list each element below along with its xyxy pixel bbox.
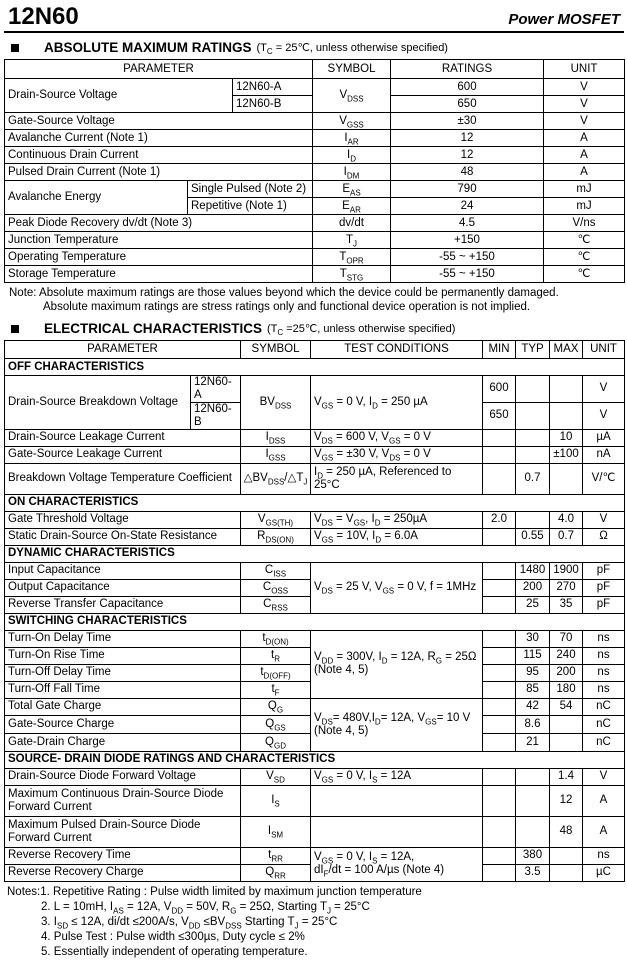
- unit-cell: pF: [583, 562, 625, 579]
- cond-line: $V_{GS} = 0$ V, $I_S = 12A$,: [314, 851, 415, 866]
- doc-header: [4, 2, 624, 33]
- table-row: [5, 266, 625, 283]
- rating-cell: 790: [391, 181, 544, 198]
- symbol-cell: $T_{STG}$: [313, 266, 391, 283]
- table-row: [5, 847, 625, 864]
- variant-cell: 12N60-A: [233, 79, 313, 96]
- param-cell: Avalanche Energy: [5, 181, 188, 215]
- min-cell: [483, 446, 516, 463]
- unit-cell: µA: [583, 429, 625, 446]
- table-row: [5, 147, 625, 164]
- symbol-cell: $V_{GSS}$: [313, 113, 391, 130]
- max-cell: 70: [550, 630, 583, 647]
- unit-cell: V: [583, 376, 625, 403]
- rating-cell: 650: [391, 96, 544, 113]
- typ-cell: 200: [516, 579, 550, 596]
- cond-cell: [311, 630, 483, 698]
- typ-cell: [516, 446, 550, 463]
- min-cell: [483, 596, 516, 613]
- unit-cell: V: [544, 96, 625, 113]
- ec-table: [4, 340, 625, 882]
- unit-cell: A: [583, 816, 625, 847]
- cond-cell: [311, 847, 483, 881]
- symbol-cell: $Q_{RR}$: [241, 864, 311, 881]
- amr-heading-note: ($T_C$ = 25℃, unless otherwise specified): [256, 42, 448, 57]
- param-cell: Storage Temperature: [5, 266, 313, 283]
- param-cell: Reverse Recovery Charge: [5, 864, 241, 881]
- rating-cell: 12: [391, 130, 544, 147]
- unit-cell: V: [583, 768, 625, 785]
- cond-line: (Note 4, 5): [314, 664, 369, 676]
- unit-cell: V/ns: [544, 215, 625, 232]
- col-header-parameter: PARAMETER: [5, 341, 241, 359]
- param-cell: Avalanche Current (Note 1): [5, 130, 313, 147]
- min-cell: [483, 579, 516, 596]
- symbol-cell: $t_{RR}$: [241, 847, 311, 864]
- unit-cell: V: [544, 79, 625, 96]
- param-cell: Input Capacitance: [5, 562, 241, 579]
- unit-cell: A: [544, 147, 625, 164]
- unit-cell: V: [583, 511, 625, 528]
- typ-cell: [516, 402, 550, 429]
- max-cell: [550, 402, 583, 429]
- unit-cell: pF: [583, 579, 625, 596]
- table-row: [5, 130, 625, 147]
- param-cell: Drain-Source Breakdown Voltage: [5, 376, 191, 430]
- table-row: [5, 463, 625, 494]
- table-row: [5, 630, 625, 647]
- cond-line: $V_{DS}= 480V,I_D= 12A$, $V_{GS}= 10$ V: [314, 711, 471, 726]
- table-row: [5, 562, 625, 579]
- symbol-cell: $I_{AR}$: [313, 130, 391, 147]
- max-cell: 1900: [550, 562, 583, 579]
- min-cell: 600: [483, 376, 516, 403]
- typ-cell: 21: [516, 733, 550, 751]
- param-cell: Gate-Source Charge: [5, 715, 241, 733]
- param-cell: Reverse Transfer Capacitance: [5, 596, 241, 613]
- typ-cell: [516, 768, 550, 785]
- footnotes: [7, 885, 624, 960]
- table-row: [5, 429, 625, 446]
- typ-cell: [516, 376, 550, 403]
- section-row: [5, 545, 625, 562]
- max-cell: 35: [550, 596, 583, 613]
- table-row: [5, 79, 625, 96]
- table-row: [5, 768, 625, 785]
- cond-line: $V_{DD} = 300V$, $I_D = 12A$, $R_G = 25\Omega$: [314, 651, 477, 666]
- amr-heading-title: ABSOLUTE MAXIMUM RATINGS: [44, 40, 252, 55]
- symbol-cell: $C_{RSS}$: [241, 596, 311, 613]
- max-cell: 48: [550, 816, 583, 847]
- section-row: [5, 359, 625, 376]
- table-row: [5, 113, 625, 130]
- rating-cell: 4.5: [391, 215, 544, 232]
- rating-cell: +150: [391, 232, 544, 249]
- symbol-cell: $E_{AR}$: [313, 198, 391, 215]
- table-row: [5, 376, 625, 403]
- cond-cell: $V_{GS} = 10V$, $I_D = 6.0A$: [311, 528, 483, 545]
- symbol-cell: $Q_{GD}$: [241, 733, 311, 751]
- min-cell: [483, 768, 516, 785]
- symbol-cell: $C_{ISS}$: [241, 562, 311, 579]
- max-cell: 10: [550, 429, 583, 446]
- amr-note-line2: Absolute maximum ratings are stress ratings only and functional device operation is not implied.: [43, 301, 531, 313]
- min-cell: [483, 698, 516, 715]
- table-row: [5, 181, 625, 198]
- min-cell: [483, 429, 516, 446]
- typ-cell: 85: [516, 681, 550, 698]
- typ-cell: 380: [516, 847, 550, 864]
- unit-cell: V: [544, 113, 625, 130]
- param-cell: Drain-Source Leakage Current: [5, 429, 241, 446]
- table-row: [5, 446, 625, 463]
- symbol-cell: $I_{GSS}$: [241, 446, 311, 463]
- table-row: [5, 698, 625, 715]
- min-cell: [483, 664, 516, 681]
- square-bullet-icon: [11, 325, 19, 333]
- symbol-cell: $BV_{DSS}$: [241, 376, 311, 430]
- table-row: [5, 511, 625, 528]
- section-title: DYNAMIC CHARACTERISTICS: [5, 545, 625, 562]
- section-row: [5, 494, 625, 511]
- max-cell: [550, 847, 583, 864]
- amr-table: [4, 59, 625, 283]
- typ-cell: [516, 785, 550, 816]
- param-cell: Gate Threshold Voltage: [5, 511, 241, 528]
- note-line-1: Notes:1. Repetitive Rating : Pulse width limited by maximum junction temperature: [7, 885, 422, 898]
- min-cell: [483, 864, 516, 881]
- max-cell: 0.7: [550, 528, 583, 545]
- param-cell: Gate-Source Leakage Current: [5, 446, 241, 463]
- min-cell: [483, 816, 516, 847]
- rating-cell: 24: [391, 198, 544, 215]
- symbol-cell: $V_{DSS}$: [313, 79, 391, 113]
- symbol-cell: $I_{DSS}$: [241, 429, 311, 446]
- typ-cell: 115: [516, 647, 550, 664]
- param-cell: Continuous Drain Current: [5, 147, 313, 164]
- unit-cell: nC: [583, 715, 625, 733]
- rating-cell: 48: [391, 164, 544, 181]
- cond-cell: $V_{GS} = 0$ V, $I_S = 12A$: [311, 768, 483, 785]
- cond-cell: [311, 785, 483, 816]
- unit-cell: nA: [583, 446, 625, 463]
- rating-cell: 12: [391, 147, 544, 164]
- symbol-cell: $I_{DM}$: [313, 164, 391, 181]
- min-cell: [483, 715, 516, 733]
- unit-cell: mJ: [544, 181, 625, 198]
- unit-cell: ns: [583, 647, 625, 664]
- min-cell: 2.0: [483, 511, 516, 528]
- symbol-cell: $T_{OPR}$: [313, 249, 391, 266]
- note-line-4: 4. Pulse Test : Pulse width ≤300µs, Duty cycle ≤ 2%: [41, 930, 305, 943]
- param-cell: Turn-On Delay Time: [5, 630, 241, 647]
- symbol-cell: $I_{SM}$: [241, 816, 311, 847]
- col-header-unit: UNIT: [583, 341, 625, 359]
- param-cell: Maximum Pulsed Drain-Source Diode Forward Current: [5, 816, 241, 847]
- col-header-typ: TYP: [516, 341, 550, 359]
- variant-cell: 12N60-B: [191, 402, 241, 429]
- section-row: [5, 751, 625, 768]
- typ-cell: 30: [516, 630, 550, 647]
- ec-heading: [11, 321, 624, 336]
- note-line-2: 2. L = 10mH, $I_{AS} = 12A$, $V_{DD} = 50V$, $R_G = 25\Omega$, Starting $T_J = 25^\circ C$: [41, 900, 370, 915]
- min-cell: [483, 630, 516, 647]
- param-cell: Total Gate Charge: [5, 698, 241, 715]
- symbol-cell: $t_R$: [241, 647, 311, 664]
- min-cell: [483, 528, 516, 545]
- param-cell: Turn-Off Fall Time: [5, 681, 241, 698]
- symbol-cell: $Q_G$: [241, 698, 311, 715]
- typ-cell: 3.5: [516, 864, 550, 881]
- note-line-3: 3. $I_{SD} \le 12A$, di/dt ≤200A/s, $V_{DD} \le BV_{DSS}$ Starting $T_J = 25^\circ C$: [41, 915, 338, 930]
- param-cell: Pulsed Drain Current (Note 1): [5, 164, 313, 181]
- typ-cell: [516, 816, 550, 847]
- symbol-cell: $E_{AS}$: [313, 181, 391, 198]
- ec-header-row: [5, 341, 625, 359]
- rating-cell: ±30: [391, 113, 544, 130]
- cond-line: $dI_F/dt = 100$ A/µs (Note 4): [314, 864, 445, 879]
- ec-heading-title: ELECTRICAL CHARACTERISTICS: [44, 321, 263, 336]
- table-row: [5, 816, 625, 847]
- min-cell: [483, 463, 516, 494]
- param-cell: Junction Temperature: [5, 232, 313, 249]
- rating-cell: 600: [391, 79, 544, 96]
- symbol-cell: $t_{D(ON)}$: [241, 630, 311, 647]
- param-cell: Gate-Drain Charge: [5, 733, 241, 751]
- min-cell: [483, 847, 516, 864]
- symbol-cell: $Q_{GS}$: [241, 715, 311, 733]
- section-title: ON CHARACTERISTICS: [5, 494, 625, 511]
- table-row: [5, 249, 625, 266]
- table-row: [5, 164, 625, 181]
- max-cell: [550, 376, 583, 403]
- rating-cell: -55 ~ +150: [391, 266, 544, 283]
- cond-cell: $V_{DS} = 25$ V, $V_{GS} = 0$ V, f = 1MHz: [311, 562, 483, 613]
- param-cell: Turn-Off Delay Time: [5, 664, 241, 681]
- param-cell: Peak Diode Recovery dv/dt (Note 3): [5, 215, 313, 232]
- col-header-ratings: RATINGS: [391, 60, 544, 79]
- symbol-cell: $T_J$: [313, 232, 391, 249]
- amr-heading: [11, 40, 624, 55]
- col-header-max: MAX: [550, 341, 583, 359]
- unit-cell: ns: [583, 681, 625, 698]
- param-cell: Drain-Source Diode Forward Voltage: [5, 768, 241, 785]
- table-row: [5, 528, 625, 545]
- section-title: OFF CHARACTERISTICS: [5, 359, 625, 376]
- unit-cell: ℃: [544, 249, 625, 266]
- symbol-cell: $t_{D(OFF)}$: [241, 664, 311, 681]
- amr-header-row: [5, 60, 625, 79]
- symbol-cell: $t_F$: [241, 681, 311, 698]
- max-cell: 4.0: [550, 511, 583, 528]
- unit-cell: µC: [583, 864, 625, 881]
- symbol-cell: $V_{GS(TH)}$: [241, 511, 311, 528]
- param-cell: Operating Temperature: [5, 249, 313, 266]
- max-cell: [550, 463, 583, 494]
- max-cell: 54: [550, 698, 583, 715]
- typ-cell: [516, 429, 550, 446]
- variant-cell: 12N60-B: [233, 96, 313, 113]
- section-title: SWITCHING CHARACTERISTICS: [5, 613, 625, 630]
- unit-cell: pF: [583, 596, 625, 613]
- param-cell: Maximum Continuous Drain-Source Diode Forward Current: [5, 785, 241, 816]
- param-cell: Static Drain-Source On-State Resistance: [5, 528, 241, 545]
- unit-cell: V: [583, 402, 625, 429]
- cond-cell: [311, 698, 483, 751]
- unit-cell: V/℃: [583, 463, 625, 494]
- min-cell: [483, 681, 516, 698]
- col-header-parameter: PARAMETER: [5, 60, 313, 79]
- param-cell: Turn-On Rise Time: [5, 647, 241, 664]
- max-cell: 270: [550, 579, 583, 596]
- cond-cell: $I_D = 250$ µA, Referenced to 25°C: [311, 463, 483, 494]
- param-cell: Drain-Source Voltage: [5, 79, 233, 113]
- symbol-cell: $R_{DS(ON)}$: [241, 528, 311, 545]
- unit-cell: Ω: [583, 528, 625, 545]
- unit-cell: A: [544, 164, 625, 181]
- param-cell: Reverse Recovery Time: [5, 847, 241, 864]
- max-cell: ±100: [550, 446, 583, 463]
- mode-cell: Repetitive (Note 1): [188, 198, 313, 215]
- cond-cell: $V_{GS} = 0$ V, $I_D = 250$ µA: [311, 376, 483, 430]
- unit-cell: ℃: [544, 232, 625, 249]
- symbol-cell: $I_D$: [313, 147, 391, 164]
- min-cell: 650: [483, 402, 516, 429]
- cond-cell: $V_{DS} = V_{GS}$, $I_D = 250\mu A$: [311, 511, 483, 528]
- unit-cell: A: [583, 785, 625, 816]
- typ-cell: 25: [516, 596, 550, 613]
- part-number: 12N60: [8, 3, 79, 30]
- typ-cell: 95: [516, 664, 550, 681]
- product-type: Power MOSFET: [508, 11, 620, 28]
- max-cell: [550, 715, 583, 733]
- col-header-min: MIN: [483, 341, 516, 359]
- table-row: [5, 785, 625, 816]
- unit-cell: ℃: [544, 266, 625, 283]
- variant-cell: 12N60-A: [191, 376, 241, 403]
- col-header-unit: UNIT: [544, 60, 625, 79]
- typ-cell: 42: [516, 698, 550, 715]
- max-cell: [550, 864, 583, 881]
- col-header-conditions: TEST CONDITIONS: [311, 341, 483, 359]
- typ-cell: [516, 511, 550, 528]
- table-row: [5, 215, 625, 232]
- max-cell: 180: [550, 681, 583, 698]
- section-row: [5, 613, 625, 630]
- max-cell: 200: [550, 664, 583, 681]
- unit-cell: A: [544, 130, 625, 147]
- mode-cell: Single Pulsed (Note 2): [188, 181, 313, 198]
- cond-cell: $V_{GS} = \pm 30$ V, $V_{DS} = 0$ V: [311, 446, 483, 463]
- min-cell: [483, 733, 516, 751]
- cond-cell: $V_{DS} = 600$ V, $V_{GS} = 0$ V: [311, 429, 483, 446]
- unit-cell: nC: [583, 733, 625, 751]
- param-cell: Breakdown Voltage Temperature Coefficient: [5, 463, 241, 494]
- cond-cell: [311, 816, 483, 847]
- rating-cell: -55 ~ +150: [391, 249, 544, 266]
- symbol-cell: $C_{OSS}$: [241, 579, 311, 596]
- typ-cell: 8.6: [516, 715, 550, 733]
- section-title: SOURCE- DRAIN DIODE RATINGS AND CHARACTERISTICS: [5, 751, 625, 768]
- symbol-cell: $\triangle BV_{DSS}/\triangle T_J$: [241, 463, 311, 494]
- ec-heading-note: ($T_C$ =25℃, unless otherwise specified): [267, 323, 456, 338]
- unit-cell: nC: [583, 698, 625, 715]
- min-cell: [483, 647, 516, 664]
- typ-cell: 0.7: [516, 463, 550, 494]
- note-line-5: 5. Essentially independent of operating temperature.: [41, 945, 308, 958]
- param-cell: Gate-Source Voltage: [5, 113, 313, 130]
- cond-line: (Note 4, 5): [314, 724, 369, 737]
- unit-cell: mJ: [544, 198, 625, 215]
- unit-cell: ns: [583, 630, 625, 647]
- max-cell: 240: [550, 647, 583, 664]
- param-cell: Output Capacitance: [5, 579, 241, 596]
- max-cell: [550, 733, 583, 751]
- amr-note-line1: Note: Absolute maximum ratings are those values beyond which the device could be permanently damaged.: [9, 287, 559, 299]
- col-header-symbol: SYMBOL: [241, 341, 311, 359]
- square-bullet-icon: [11, 44, 19, 52]
- col-header-symbol: SYMBOL: [313, 60, 391, 79]
- unit-cell: ns: [583, 847, 625, 864]
- max-cell: 1.4: [550, 768, 583, 785]
- unit-cell: ns: [583, 664, 625, 681]
- symbol-cell: dv/dt: [313, 215, 391, 232]
- table-row: [5, 232, 625, 249]
- amr-note: [9, 286, 624, 314]
- symbol-cell: $I_S$: [241, 785, 311, 816]
- min-cell: [483, 785, 516, 816]
- symbol-cell: $V_{SD}$: [241, 768, 311, 785]
- typ-cell: 0.55: [516, 528, 550, 545]
- typ-cell: 1480: [516, 562, 550, 579]
- max-cell: 12: [550, 785, 583, 816]
- min-cell: [483, 562, 516, 579]
